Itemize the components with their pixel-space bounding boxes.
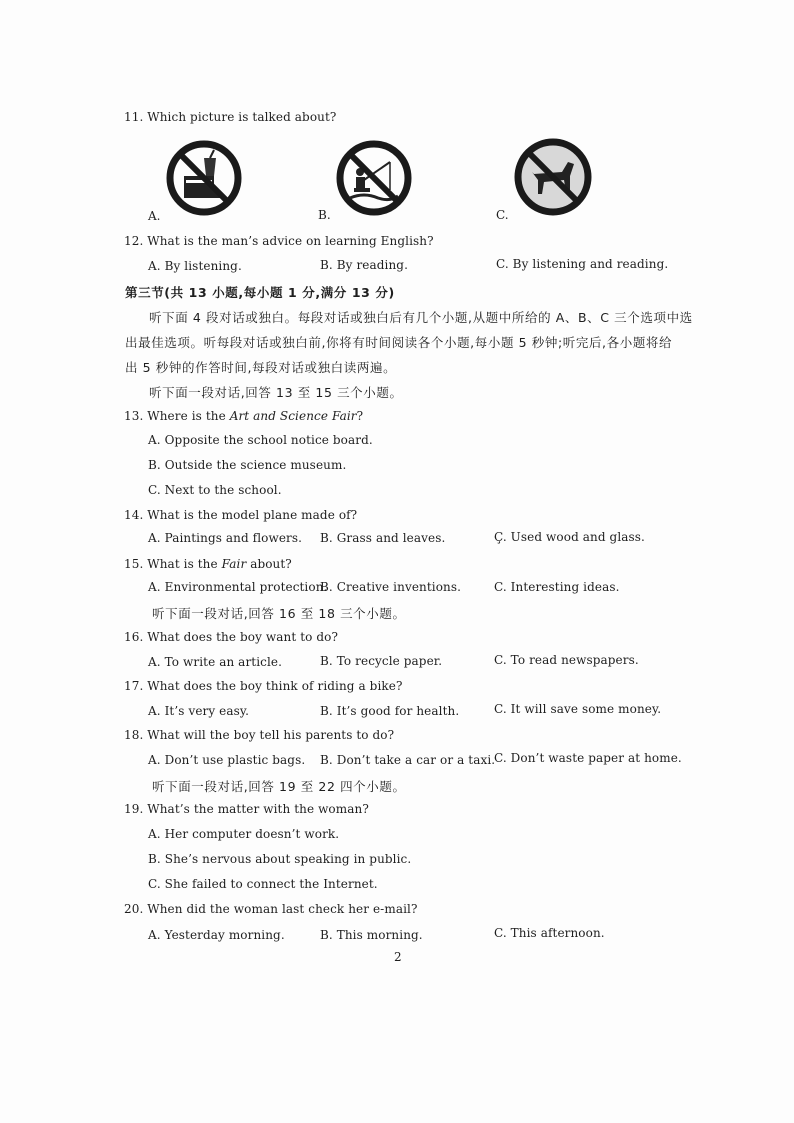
q12-option-a: A. By listening.	[148, 259, 242, 273]
q15-stem: 15. What is the Fair about?	[124, 557, 292, 571]
q20-option-a: A. Yesterday morning.	[148, 928, 285, 942]
q14-stem: 14. What is the model plane made of?	[124, 508, 358, 522]
q18-option-c: C. Don’t waste paper at home.	[494, 751, 682, 765]
q14-option-a: A. Paintings and flowers.	[148, 531, 303, 545]
q11-option-a-label: A.	[148, 209, 161, 223]
q19-option-a: A. Her computer doesn’t work.	[148, 827, 340, 841]
dialog1-instruction: 听下面一段对话,回答 13 至 15 三个小题。	[149, 385, 403, 400]
q18-stem: 18. What will the boy tell his parents to do?	[124, 728, 395, 742]
section3-instruction-line1: 听下面 4 段对话或独白。每段对话或独白后有几个小题,从题中所给的 A、B、C 三个选项中选	[149, 310, 693, 325]
section3-instruction-line3: 出 5 秒钟的作答时间,每段对话或独白读两遍。	[125, 360, 397, 375]
dialog3-instruction: 听下面一段对话,回答 19 至 22 四个小题。	[152, 779, 406, 794]
q16-option-b: B. To recycle paper.	[320, 654, 443, 668]
q17-option-c: C. It will save some money.	[494, 702, 662, 716]
section3-instruction-line2: 出最佳选项。听每段对话或独白前,你将有时间阅读各个小题,每小题 5 秒钟;听完后,各小题将给	[125, 335, 673, 350]
q15-option-a: A. Environmental protection.	[148, 580, 328, 594]
q13-option-c: C. Next to the school.	[148, 483, 282, 497]
q20-stem: 20. When did the woman last check her e-mail?	[124, 902, 418, 916]
q13-option-b: B. Outside the science museum.	[148, 458, 347, 472]
q13-stem: 13. Where is the Art and Science Fair?	[124, 409, 364, 423]
q11-option-c-label: C.	[496, 208, 509, 222]
q19-option-c: C. She failed to connect the Internet.	[148, 877, 378, 891]
q13-option-a: A. Opposite the school notice board.	[148, 433, 373, 447]
q20-option-c: C. This afternoon.	[494, 926, 605, 940]
q18-option-b: B. Don’t take a car or a taxi.	[320, 753, 496, 767]
q12-option-c: C. By listening and reading.	[496, 257, 669, 271]
q14-option-c: Ç. Used wood and glass.	[494, 530, 645, 544]
q15-option-b: B. Creative inventions.	[320, 580, 462, 594]
no-eating-drinking-icon	[164, 138, 244, 218]
q17-option-b: B. It’s good for health.	[320, 704, 460, 718]
no-fishing-icon	[334, 138, 414, 218]
section3-heading: 第三节(共 13 小题,每小题 1 分,满分 13 分)	[125, 285, 395, 300]
q15-option-c: C. Interesting ideas.	[494, 580, 620, 594]
q17-option-a: A. It’s very easy.	[148, 704, 250, 718]
page-number: 2	[394, 950, 402, 964]
q11-stem: 11. Which picture is talked about?	[124, 110, 337, 124]
q19-stem: 19. What’s the matter with the woman?	[124, 802, 369, 816]
q16-option-c: C. To read newspapers.	[494, 653, 639, 667]
q16-option-a: A. To write an article.	[148, 655, 283, 669]
q11-option-b-label: B.	[318, 208, 331, 222]
no-dogs-icon	[512, 136, 594, 218]
q12-option-b: B. By reading.	[320, 258, 408, 272]
q19-option-b: B. She’s nervous about speaking in public.	[148, 852, 412, 866]
q20-option-b: B. This morning.	[320, 928, 423, 942]
dialog2-instruction: 听下面一段对话,回答 16 至 18 三个小题。	[152, 606, 406, 621]
q18-option-a: A. Don’t use plastic bags.	[148, 753, 306, 767]
q16-stem: 16. What does the boy want to do?	[124, 630, 338, 644]
q17-stem: 17. What does the boy think of riding a bike?	[124, 679, 403, 693]
q12-stem: 12. What is the man’s advice on learning English?	[124, 234, 434, 248]
q14-option-b: B. Grass and leaves.	[320, 531, 446, 545]
